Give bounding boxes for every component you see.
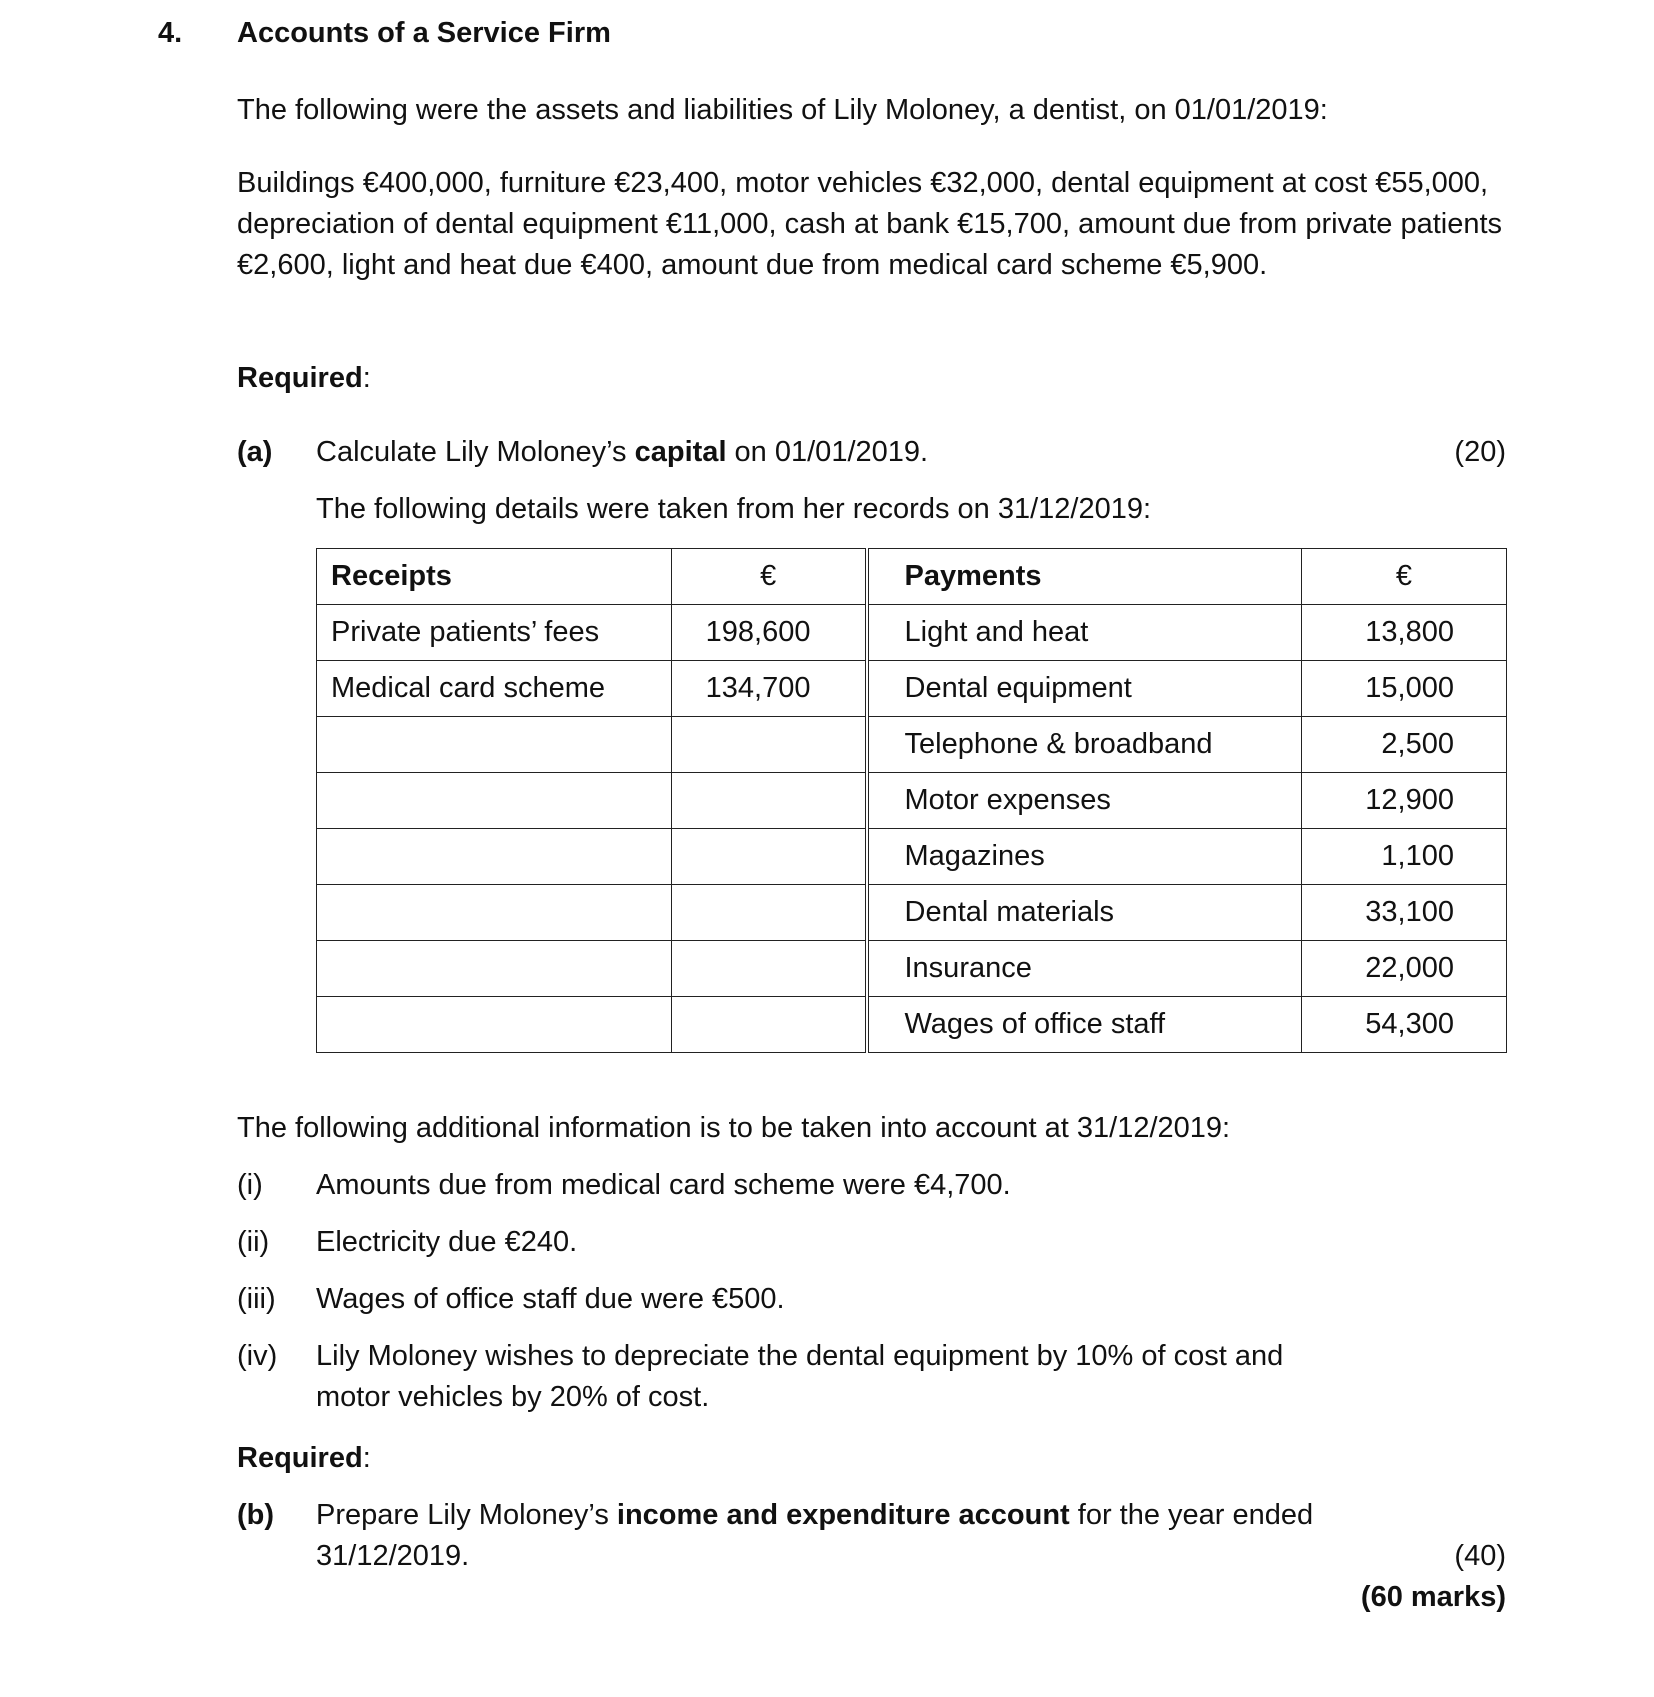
additional-text: Electricity due €240. xyxy=(316,1226,578,1258)
receipt-label: Private patients’ fees xyxy=(317,605,672,661)
receipt-label-empty xyxy=(317,941,672,997)
intro-text: The following were the assets and liabilities of Lily Moloney, a dentist, on 01/01/2019: xyxy=(237,94,1328,126)
payment-label: Motor expenses xyxy=(867,773,1302,829)
table-row xyxy=(317,885,1507,941)
payment-amount: 33,100 xyxy=(1302,885,1507,941)
required-label: Required xyxy=(237,362,363,394)
payment-label: Magazines xyxy=(867,829,1302,885)
payment-amount: 22,000 xyxy=(1302,941,1507,997)
part-a-text-post: on 01/01/2019. xyxy=(726,436,929,468)
total-marks: (60 marks) xyxy=(1360,1581,1506,1613)
question-number: 4. xyxy=(158,17,183,49)
receipt-label-empty xyxy=(317,997,672,1053)
part-b-label: (b) xyxy=(237,1499,275,1531)
table-row xyxy=(317,941,1507,997)
part-b-text-pre: Prepare Lily Moloney’s xyxy=(316,1499,617,1531)
part-b-text xyxy=(316,1499,1313,1532)
payment-amount: 12,900 xyxy=(1302,773,1507,829)
payment-label: Wages of office staff xyxy=(867,997,1302,1053)
additional-text-line1: Lily Moloney wishes to depreciate the dental equipment by 10% of cost and xyxy=(316,1340,1284,1372)
payment-label: Dental materials xyxy=(867,885,1302,941)
receipt-label-empty xyxy=(317,773,672,829)
payments-currency-header: € xyxy=(1302,549,1507,605)
additional-label: (iv) xyxy=(237,1340,278,1372)
table-header-row xyxy=(317,549,1507,605)
required-heading-1 xyxy=(237,362,371,395)
additional-intro: The following additional information is to be taken into account at 31/12/2019: xyxy=(237,1112,1231,1144)
part-a-label: (a) xyxy=(237,436,273,468)
receipt-amount-empty xyxy=(672,829,867,885)
table-row xyxy=(317,605,1507,661)
receipt-amount-empty xyxy=(672,717,867,773)
additional-label: (iii) xyxy=(237,1283,276,1315)
payments-header: Payments xyxy=(867,549,1302,605)
required-label: Required xyxy=(237,1442,363,1474)
receipt-amount: 134,700 xyxy=(672,661,867,717)
receipt-amount-empty xyxy=(672,773,867,829)
additional-label: (ii) xyxy=(237,1226,270,1258)
receipt-amount-empty xyxy=(672,885,867,941)
payment-amount: 1,100 xyxy=(1302,829,1507,885)
payment-amount: 15,000 xyxy=(1302,661,1507,717)
required-colon: : xyxy=(362,1442,371,1474)
part-b-text-post: for the year ended xyxy=(1069,1499,1314,1531)
table-row xyxy=(317,997,1507,1053)
additional-label: (i) xyxy=(237,1169,263,1201)
receipt-amount-empty xyxy=(672,997,867,1053)
required-heading-2 xyxy=(237,1442,371,1475)
payment-amount: 54,300 xyxy=(1302,997,1507,1053)
receipt-label-empty xyxy=(317,885,672,941)
payment-amount: 13,800 xyxy=(1302,605,1507,661)
table-row xyxy=(317,773,1507,829)
payment-label: Light and heat xyxy=(867,605,1302,661)
part-b-marks: (40) xyxy=(1454,1540,1506,1572)
part-a-text xyxy=(316,436,928,469)
receipts-currency-header: € xyxy=(672,549,867,605)
part-a-text-bold: capital xyxy=(634,436,727,468)
assets-paragraph: Buildings €400,000, furniture €23,400, motor vehicles €32,000, dental equipment at cost €55,000, depreciation of dental equipment €11,000, cash at bank €15,700, amount due from private patients €2,600, light and heat due €400, amount due from medical card scheme €5,900. xyxy=(237,167,1503,281)
receipts-payments-table xyxy=(316,548,1507,1053)
part-a-marks: (20) xyxy=(1454,436,1506,468)
receipt-label-empty xyxy=(317,717,672,773)
table-row xyxy=(317,717,1507,773)
part-b-text-line2: 31/12/2019. xyxy=(316,1540,470,1572)
additional-text: Amounts due from medical card scheme were €4,700. xyxy=(316,1169,1011,1201)
payment-label: Insurance xyxy=(867,941,1302,997)
required-colon: : xyxy=(362,362,371,394)
records-intro: The following details were taken from her records on 31/12/2019: xyxy=(316,493,1152,525)
additional-text-line2: motor vehicles by 20% of cost. xyxy=(316,1381,710,1413)
receipt-amount: 198,600 xyxy=(672,605,867,661)
payment-label: Telephone & broadband xyxy=(867,717,1302,773)
receipt-label: Medical card scheme xyxy=(317,661,672,717)
receipt-label-empty xyxy=(317,829,672,885)
additional-text: Wages of office staff due were €500. xyxy=(316,1283,785,1315)
table-row xyxy=(317,661,1507,717)
part-b-text-bold: income and expenditure account xyxy=(616,1499,1070,1531)
payment-label: Dental equipment xyxy=(867,661,1302,717)
receipts-header: Receipts xyxy=(317,549,672,605)
question-title: Accounts of a Service Firm xyxy=(237,17,611,49)
table-row xyxy=(317,829,1507,885)
part-a-text-pre: Calculate Lily Moloney’s xyxy=(316,436,635,468)
payment-amount: 2,500 xyxy=(1302,717,1507,773)
receipt-amount-empty xyxy=(672,941,867,997)
